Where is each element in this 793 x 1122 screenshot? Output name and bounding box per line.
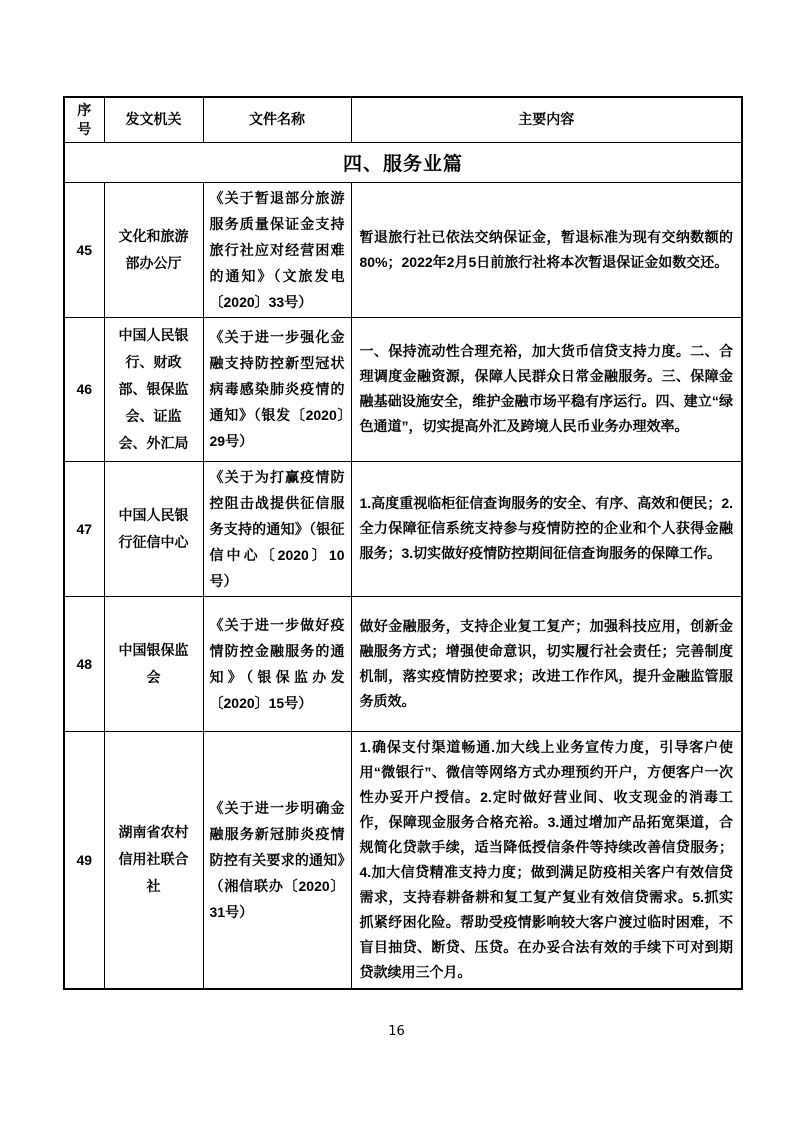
doc-name-cell: 《关于进一步强化金融支持防控新型冠状病毒感染肺炎疫情的通知》（银发〔2020〕29号） — [203, 317, 351, 461]
header-serial-number-label: 序号 — [77, 101, 92, 137]
doc-name-cell: 《关于暂退部分旅游服务质量保证金支持旅行社应对经营困难的通知》（文旅发电〔2020〕33号） — [203, 182, 351, 317]
agency-cell: 湖南省农村信用社联合社 — [104, 731, 203, 989]
policy-document-table — [63, 96, 743, 990]
header-serial-number — [64, 97, 104, 142]
row-number: 48 — [64, 596, 104, 731]
row-number: 46 — [64, 317, 104, 461]
agency-cell: 中国人民银行、财政部、银保监会、证监会、外汇局 — [104, 317, 203, 461]
content-cell: 1.确保支付渠道畅通.加大线上业务宣传力度，引导客户使用“微银行”、微信等网络方式办理预约开户，方便客户一次性办妥开户授信。2.定时做好营业间、收支现金的消毒工作，保障现金服务合格充裕。3.通过增加产品拓宽渠道，合规简化贷款手续，适当降低授信条件等持续改善信贷服务；4.加大信贷精准支持力度；做到满足防疫相关客户有效信贷需求，支持春耕备耕和复工复产复业有效信贷需求。5.抓实抓紧纾困化险。帮助受疫情影响较大客户渡过临时困难，不盲目抽贷、断贷、压贷。在办妥合法有效的手续下可对到期贷款续用三个月。 — [351, 731, 742, 989]
content-cell: 一、保持流动性合理充裕，加大货币信贷支持力度。二、合理调度金融资源，保障人民群众日常金融服务。三、保障金融基础设施安全，维护金融市场平稳有序运行。四、建立“绿色通道”，切实提高外汇及跨境人民币业务办理效率。 — [351, 317, 742, 461]
row-number: 45 — [64, 182, 104, 317]
section-header-row — [64, 142, 742, 182]
table-header-row — [64, 97, 742, 142]
header-main-content: 主要内容 — [351, 97, 742, 142]
row-number: 47 — [64, 461, 104, 596]
content-cell: 暂退旅行社已依法交纳保证金，暂退标准为现有交纳数额的80%；2022年2月5日前旅行社将本次暂退保证金如数交还。 — [351, 182, 742, 317]
table-row-45 — [64, 182, 742, 317]
row-number: 49 — [64, 731, 104, 989]
agency-cell: 中国人民银行征信中心 — [104, 461, 203, 596]
table-row-46 — [64, 317, 742, 461]
page-number: 16 — [388, 1024, 405, 1039]
content-cell: 做好金融服务，支持企业复工复产；加强科技应用，创新金融服务方式；增强使命意识，切实履行社会责任；完善制度机制，落实疫情防控要求；改进工作作风，提升金融监管服务质效。 — [351, 596, 742, 731]
content-cell: 1.高度重视临柜征信查询服务的安全、有序、高效和便民；2.全力保障征信系统支持参与疫情防控的企业和个人获得金融服务；3.切实做好疫情防控期间征信查询服务的保障工作。 — [351, 461, 742, 596]
agency-cell: 中国银保监会 — [104, 596, 203, 731]
table-row-49 — [64, 731, 742, 989]
table-row-47 — [64, 461, 742, 596]
doc-name-cell: 《关于为打赢疫情防控阻击战提供征信服务支持的通知》（银征信中心〔2020〕10号） — [203, 461, 351, 596]
agency-cell: 文化和旅游部办公厅 — [104, 182, 203, 317]
table-row-48 — [64, 596, 742, 731]
section-title: 四、服务业篇 — [64, 142, 742, 182]
header-document-name: 文件名称 — [203, 97, 351, 142]
doc-name-cell: 《关于进一步做好疫情防控金融服务的通知》（银保监办发〔2020〕15号） — [203, 596, 351, 731]
doc-name-cell: 《关于进一步明确金融服务新冠肺炎疫情防控有关要求的通知》（湘信联办〔2020〕31号） — [203, 731, 351, 989]
header-issuing-agency: 发文机关 — [104, 97, 203, 142]
